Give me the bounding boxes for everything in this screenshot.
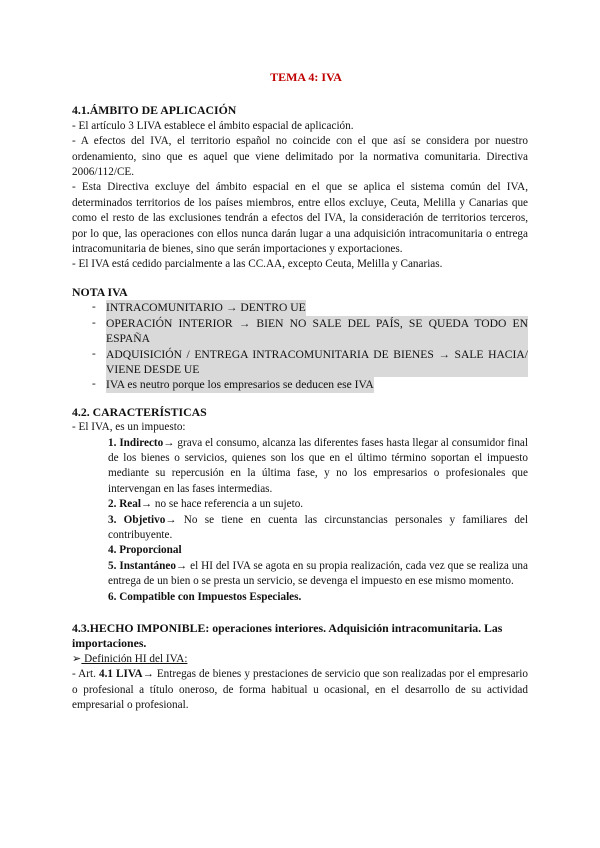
paragraph: - El IVA, es un impuesto:: [72, 421, 186, 434]
characteristic-item: [108, 513, 528, 544]
characteristic-item: [108, 543, 528, 558]
characteristic-item: [108, 436, 528, 498]
note-item: [72, 347, 528, 378]
note-item-text: ADQUISICIÓN / ENTREGA INTRACOMUNITARIA DE BIENES → SALE HACIA/ VIENE DESDE UE: [106, 347, 528, 376]
characteristic-text: no se hace referencia a un sujeto.: [152, 498, 304, 511]
characteristic-text: grava el consumo, alcanza las diferentes fases hasta llegar al consumidor final de los bienes o servicios, quienes son los que en el último término soportan el impuesto mediante su repercusión en la última fase, y no los empresarios o profesionales que intervengan en las fases intermedias.: [108, 436, 529, 495]
paragraph-article: [72, 667, 528, 713]
paragraph: - El artículo 3 LIVA establece el ámbito espacial de aplicación.: [72, 119, 354, 132]
characteristic-text: el HI del IVA se agota en su propia realización, cada vez que se realiza una entrega de un bien o se presta un servicio, se devenga el impuesto en ese mismo momento.: [108, 559, 528, 588]
paragraph: - Esta Directiva excluye del ámbito espacial en el que se aplica el sistema común del IVA, determinados territorios de los países miembros, entre ellos excluye, Ceuta, Melilla y Canarias que como el resto de las exclusiones tendrán a efectos del IVA, la consideración de territorios terceros, por lo que, las operaciones con ellos nunca darán lugar a una adquisición intracomunitaria o entrega intracomunitaria de bienes, sino que serán importaciones y exportaciones.: [72, 181, 528, 256]
arrow-bullet-icon: ➢: [72, 652, 82, 665]
list-dash: -: [92, 316, 96, 329]
characteristic-label: 3. Objetivo→: [108, 513, 177, 526]
characteristic-label: 2. Real→: [108, 498, 153, 511]
characteristic-label: 1. Indirecto→: [108, 436, 175, 449]
section-heading-hecho-imponible: 4.3.HECHO IMPONIBLE: operaciones interiores. Adquisición intracomunitaria. Las importaciones.: [72, 621, 503, 651]
article-prefix: - Art.: [72, 668, 99, 681]
paragraph: - El IVA está cedido parcialmente a las CC.AA, excepto Ceuta, Melilla y Canarias.: [72, 258, 443, 271]
characteristic-item: [108, 590, 528, 605]
characteristic-label: 6. Compatible con Impuestos Especiales.: [108, 590, 302, 603]
list-dash: -: [92, 378, 96, 391]
article-text: Entregas de bienes y prestaciones de servicio que son realizadas por el empresario o profesional a título oneroso, de forma habitual u ocasional, en el desarrollo de su actividad empresarial o profesional.: [72, 668, 528, 712]
section-heading-ambito: 4.1.ÁMBITO DE APLICACIÓN: [72, 103, 237, 118]
note-item: [72, 300, 528, 315]
characteristic-item: [108, 497, 528, 512]
article-label: 4.1 LIVA→: [98, 668, 154, 681]
note-item-text: IVA es neutro porque los empresarios se deducen ese IVA: [106, 378, 374, 392]
note-item-text: INTRACOMUNITARIO → DENTRO UE: [106, 301, 306, 315]
subheading-text: Definición HI del IVA:: [81, 652, 188, 665]
characteristic-text: No se tiene en cuenta las circunstancias personales y familiares del contribuyente.: [108, 513, 528, 541]
list-dash: -: [92, 347, 96, 360]
document-content: [72, 70, 528, 713]
paragraph: - A efectos del IVA, el territorio español no coincide con el que así se considera por nuestro ordenamiento, sino que es aquel que viene delimitado por la normativa comunitaria. Directiva 2006/112/CE.: [72, 135, 528, 179]
characteristic-label: 5. Instantáneo→: [108, 559, 188, 572]
note-heading: NOTA IVA: [72, 284, 128, 299]
page-title: TEMA 4: IVA: [270, 70, 342, 84]
list-dash: -: [92, 301, 96, 314]
subheading: [72, 652, 528, 667]
section-heading-caracteristicas: 4.2. CARACTERÍSTICAS: [72, 404, 207, 419]
note-list: [72, 300, 528, 392]
characteristic-item: [108, 559, 528, 590]
note-item-text: OPERACIÓN INTERIOR → BIEN NO SALE DEL PAÍS, SE QUEDA TODO EN ESPAÑA: [106, 316, 528, 346]
note-item: [72, 316, 528, 347]
characteristics-list: [108, 436, 528, 605]
note-item: [72, 377, 528, 392]
characteristic-label: 4. Proporcional: [108, 544, 182, 557]
